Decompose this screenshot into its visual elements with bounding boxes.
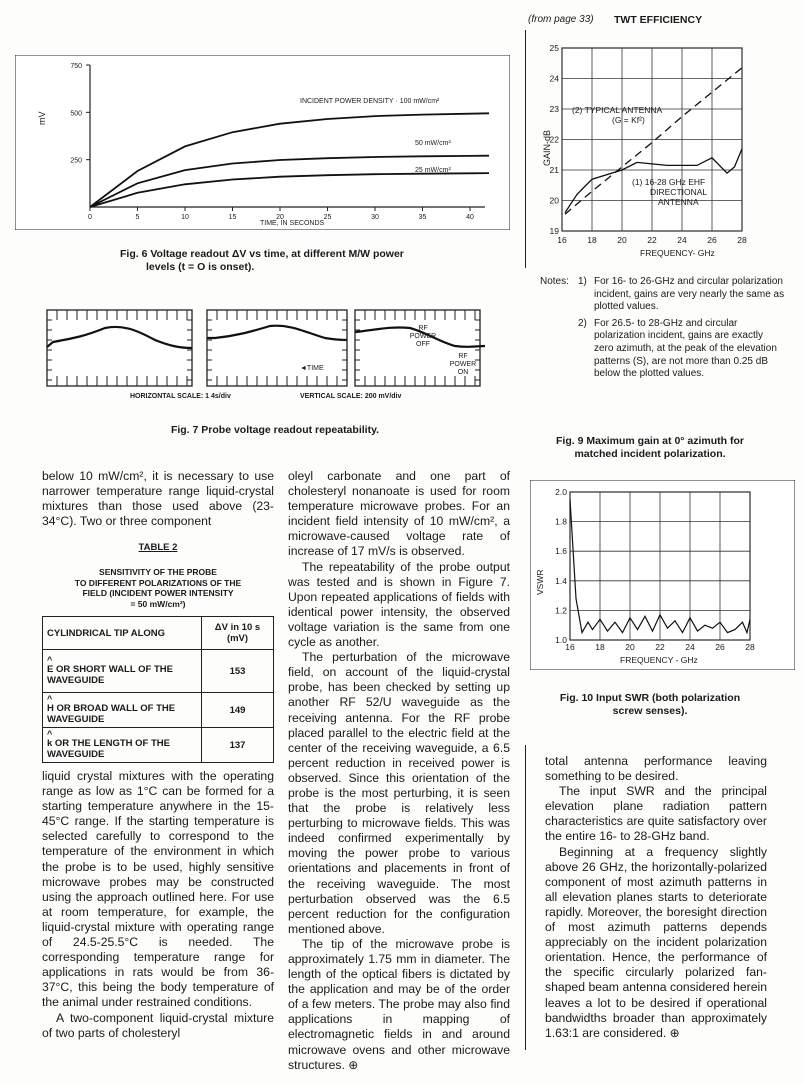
note-item	[540, 276, 785, 314]
fig7-trace-1	[47, 310, 192, 386]
notes-heading: Notes:	[540, 276, 569, 287]
fig9-x-tick-label: 26	[707, 235, 717, 245]
fig7-horizontal-scale: HORIZONTAL SCALE: 1 4s/div	[130, 393, 231, 400]
table2-subtitle-line: = 50 mW/cm²)	[130, 598, 186, 609]
fig7-power-off: OFF	[416, 341, 430, 348]
fig6-caption	[120, 248, 440, 274]
table2-title: TABLE 2	[138, 542, 178, 553]
table2-subtitle-line: FIELD (INCIDENT POWER INTENSITY	[82, 588, 234, 598]
fig10-caption	[545, 692, 755, 718]
fig7-power-off: POWER	[409, 333, 437, 340]
fig10-xlabel: FREQUENCY - GHz	[620, 655, 698, 665]
table-header-cell: ΔV in 10 s (mV)	[202, 617, 274, 650]
fig6-curve-label: 50 mW/cm²	[415, 140, 451, 147]
table-cell: 153	[202, 650, 274, 693]
fig7-power-off: RF	[418, 325, 428, 332]
column-rule	[525, 745, 526, 1050]
table-mark: ^	[47, 729, 53, 739]
fig9-ylabel: GAIN-dB	[542, 129, 552, 166]
fig10-y-tick-label: 1.0	[555, 635, 567, 645]
fig9-x-tick-label: 18	[587, 235, 597, 245]
note-item	[540, 318, 785, 381]
fig10-x-tick-label: 18	[595, 642, 605, 652]
header-section: TWT EFFICIENCY	[614, 14, 703, 26]
fig9-chart	[530, 36, 795, 266]
table-mark: ^	[47, 694, 53, 704]
fig6-x-tick-label: 0	[88, 214, 92, 221]
fig9-x-tick-label: 24	[677, 235, 687, 245]
fig10-y-tick-label: 1.2	[555, 605, 567, 616]
column-1-bottom	[42, 769, 274, 1041]
table-header-row	[43, 617, 274, 650]
fig10-x-tick-label: 26	[715, 642, 725, 652]
paragraph: The input SWR and the principal elevation plane radiation pattern characteristics are quite satisfactory over the entire 16- to 28-GHz band.	[545, 784, 767, 844]
fig10-caption-line: screw senses).	[612, 705, 688, 717]
fig9-label-typical: (G = Kf²)	[612, 115, 645, 125]
fig9-xlabel: FREQUENCY- GHz	[640, 248, 715, 258]
fig6-y-tick-label: 250	[70, 157, 82, 165]
table-cell	[43, 693, 202, 728]
note-text: For 16- to 26-GHz and circular polarization incident, gains are very nearly the same as plotted values.	[594, 276, 785, 313]
fig7-trace-2	[207, 310, 347, 386]
fig6-x-tick-label: 10	[181, 214, 189, 221]
fig7-power-on: RF	[458, 353, 468, 360]
fig7-power-on: ON	[457, 369, 469, 376]
fig7-vertical-scale: VERTICAL SCALE: 200 mV/div	[300, 393, 402, 400]
fig6-y-tick-label: 750	[70, 63, 82, 70]
fig7-panel	[45, 302, 495, 402]
table2	[42, 542, 274, 763]
fig6-x-tick-label: 5	[135, 214, 140, 221]
fig6-caption-line: Fig. 6 Voltage readout ΔV vs time, at different M/W power	[120, 248, 404, 260]
fig9-x-tick-label: 28	[737, 235, 747, 245]
fig6-y-tick-label: 500	[70, 110, 82, 118]
table-cell-text: H OR BROAD WALL OF THE WAVEGUIDE	[47, 703, 176, 725]
column-rule	[525, 30, 526, 268]
paragraph: A two-component liquid-crystal mixture of two parts of cholesteryl	[42, 1010, 274, 1040]
table-cell: 149	[202, 693, 274, 728]
table-row	[43, 650, 274, 693]
fig9-y-tick-label: 20	[549, 195, 559, 206]
fig9-caption-line: Fig. 9 Maximum gain at 0° azimuth for	[556, 435, 744, 447]
paragraph: total antenna performance leaving something to be desired.	[545, 754, 767, 784]
fig10-y-tick-label: 2.0	[555, 487, 567, 497]
column-2	[288, 469, 510, 1073]
fig10-x-tick-label: 24	[685, 642, 695, 652]
fig10-caption-line: Fig. 10 Input SWR (both polarization	[559, 692, 741, 704]
table-header-cell: CYLINDRICAL TIP ALONG	[43, 617, 202, 650]
paragraph: The tip of the microwave probe is approximately 1.75 mm in diameter. The length of the optical fibers is dictated by the application and may be of the order of a few meters. The probe may also find applications in mapping of electromagnetic fields in and around microwave ovens and other microwave structures. ⊕	[288, 936, 510, 1072]
fig6-x-tick-label: 35	[418, 214, 427, 221]
fig10-y-tick-label: 1.4	[555, 575, 567, 586]
notes	[540, 276, 785, 381]
fig9-y-tick-label: 23	[549, 104, 559, 114]
fig9-panel	[530, 36, 795, 266]
paragraph: oleyl carbonate and one part of cholesteryl nonanoate is used for room temperature microwave probes. For an incident field intensity of 10 mW/cm², a microwave-caused voltage rate of increase of 17 mV/s is observed.	[288, 469, 510, 559]
fig9-y-tick-label: 22	[549, 134, 559, 145]
fig10-x-tick-label: 16	[565, 642, 575, 652]
table2-subtitle-line: TO DIFFERENT POLARIZATIONS OF THE	[74, 577, 242, 588]
fig6-x-tick-label: 25	[323, 214, 332, 221]
fig9-y-tick-label: 24	[549, 73, 559, 84]
fig6-curve-label: 25 mW/cm²	[415, 167, 451, 174]
note-num: 1)	[578, 276, 587, 287]
fig10-panel	[530, 480, 795, 670]
fig9-label-ehf: (1) 16-28 GHz EHF	[632, 177, 706, 187]
fig7-time-label: ◄TIME	[300, 365, 324, 372]
fig10-ylabel: VSWR	[535, 569, 545, 595]
fig10-x-tick-label: 28	[745, 642, 755, 652]
fig9-y-tick-label: 25	[549, 43, 559, 53]
paragraph: The repeatability of the probe output was tested and is shown in Figure 7. Upon repeated applications of fields with identical power intensity, the observed voltage variation is the same from one cycle as another.	[288, 559, 510, 650]
fig6-xlabel: TIME, IN SECONDS	[260, 220, 325, 227]
fig7-traces	[45, 302, 495, 402]
fig6-panel	[15, 55, 510, 230]
fig9-caption-line: matched incident polarization.	[574, 448, 726, 460]
note-num: 2)	[578, 317, 587, 329]
fig7-caption: Fig. 7 Probe voltage readout repeatability.	[170, 424, 380, 436]
paragraph: Beginning at a frequency slightly above 26 GHz, the horizontally-polarized component of most azimuth patterns in all elevation planes starts to deteriorate rapidly. Moreover, the boresight direction of most azimuth patterns depends appreciably on the incident polarization orientation. Hence, the performance of the specific circularly polarized fan-shaped beam antenna considered herein leaves a lot to be desired if operational bandwidths broader than approximately 1.63:1 are considered. ⊕	[545, 844, 767, 1040]
fig9-caption	[545, 435, 755, 461]
fig10-chart	[530, 480, 795, 670]
table2-subtitle	[42, 567, 274, 609]
fig9-label-ehf: ANTENNA	[658, 197, 699, 207]
fig9-y-tick-label: 19	[549, 226, 559, 236]
fig6-chart	[15, 55, 510, 230]
fig10-y-tick-label: 1.6	[555, 546, 567, 557]
fig6-caption-line: levels (t = O is onset).	[146, 261, 255, 273]
column-3	[545, 754, 767, 1041]
table-row	[43, 728, 274, 763]
paragraph: liquid crystal mixtures with the operating range as low as 1°C can be formed for a starting temperature anywhere in the 15-45°C range. If the starting temperature is selected carefully to correspond to the temperature of the environment in which the probe is to be used, highly sensitive microwave probes may be constructed using the approach outlined here. For use at room temperature, for example, the liquid-crystal mixture with operating range of 24.5-25.5°C is needed. The corresponding temperature range for applications in rats would be from 36-37°C, this being the body temperature of the animal under restrained conditions.	[42, 769, 274, 1010]
table2-subtitle-line: SENSITIVITY OF THE PROBE	[99, 567, 217, 577]
fig6-x-tick-label: 30	[371, 214, 379, 221]
fig9-label-ehf: DIRECTIONAL	[650, 187, 708, 197]
fig9-label-typical: (2) TYPICAL ANTENNA	[572, 105, 663, 115]
table2-grid	[42, 616, 274, 763]
fig6-x-tick-label: 40	[466, 214, 474, 221]
paragraph: The perturbation of the microwave field, on account of the liquid-crystal probe, has been checked by setting up another RF 52/U waveguide as the receiving antenna. For the RF probe placed parallel to the electric field at the center of the receiving waveguide, a 6.5 percent reduction in received power is observed. Since this orientation of the probe is the most perturbing, it is seen that the probe is relatively less perturbing to microwave fields. This was indeed confirmed experimentally by moving the power probe to various orientations and placements in front of the receiving waveguide. The most perturbation observed was the 6.5 percent reduction for the configuration mentioned above.	[288, 650, 510, 936]
fig9-x-tick-label: 20	[617, 235, 627, 245]
fig10-x-tick-label: 20	[625, 642, 635, 652]
fig9-x-tick-label: 22	[647, 235, 657, 245]
header-from-page: (from page 33)	[528, 14, 594, 25]
table-cell	[43, 650, 202, 693]
fig6-ylabel: mV	[37, 111, 47, 125]
table-cell	[43, 728, 202, 763]
fig10-x-tick-label: 22	[655, 642, 665, 652]
fig9-y-tick-label: 21	[549, 165, 559, 175]
fig6-curve-label: INCIDENT POWER DENSITY · 100 mW/cm²	[300, 98, 440, 105]
column-1-top	[42, 469, 274, 529]
table-row	[43, 693, 274, 728]
table-cell-text: k OR THE LENGTH OF THE WAVEGUIDE	[47, 738, 170, 760]
fig6-x-tick-label: 15	[228, 214, 237, 221]
fig9-x-tick-label: 16	[557, 235, 567, 245]
table-mark: ^	[47, 655, 53, 665]
note-text: For 26.5- to 28-GHz and circular polarization incident, gains are exactly zero azimuth, at the peak of the elevation patterns (S), are not more than 0.25 dB below the plotted values.	[594, 317, 777, 380]
paragraph: below 10 mW/cm², it is necessary to use narrower temperature range liquid-crystal mixtures than those used above (23-34°C). Two or three component	[42, 469, 274, 529]
fig10-y-tick-label: 1.8	[555, 516, 567, 527]
table-cell: 137	[202, 728, 274, 763]
table-cell-text: E OR SHORT WALL OF THE WAVEGUIDE	[47, 664, 173, 686]
fig7-power-on: POWER	[449, 361, 477, 368]
fig6-x-tick-label: 20	[276, 214, 284, 221]
